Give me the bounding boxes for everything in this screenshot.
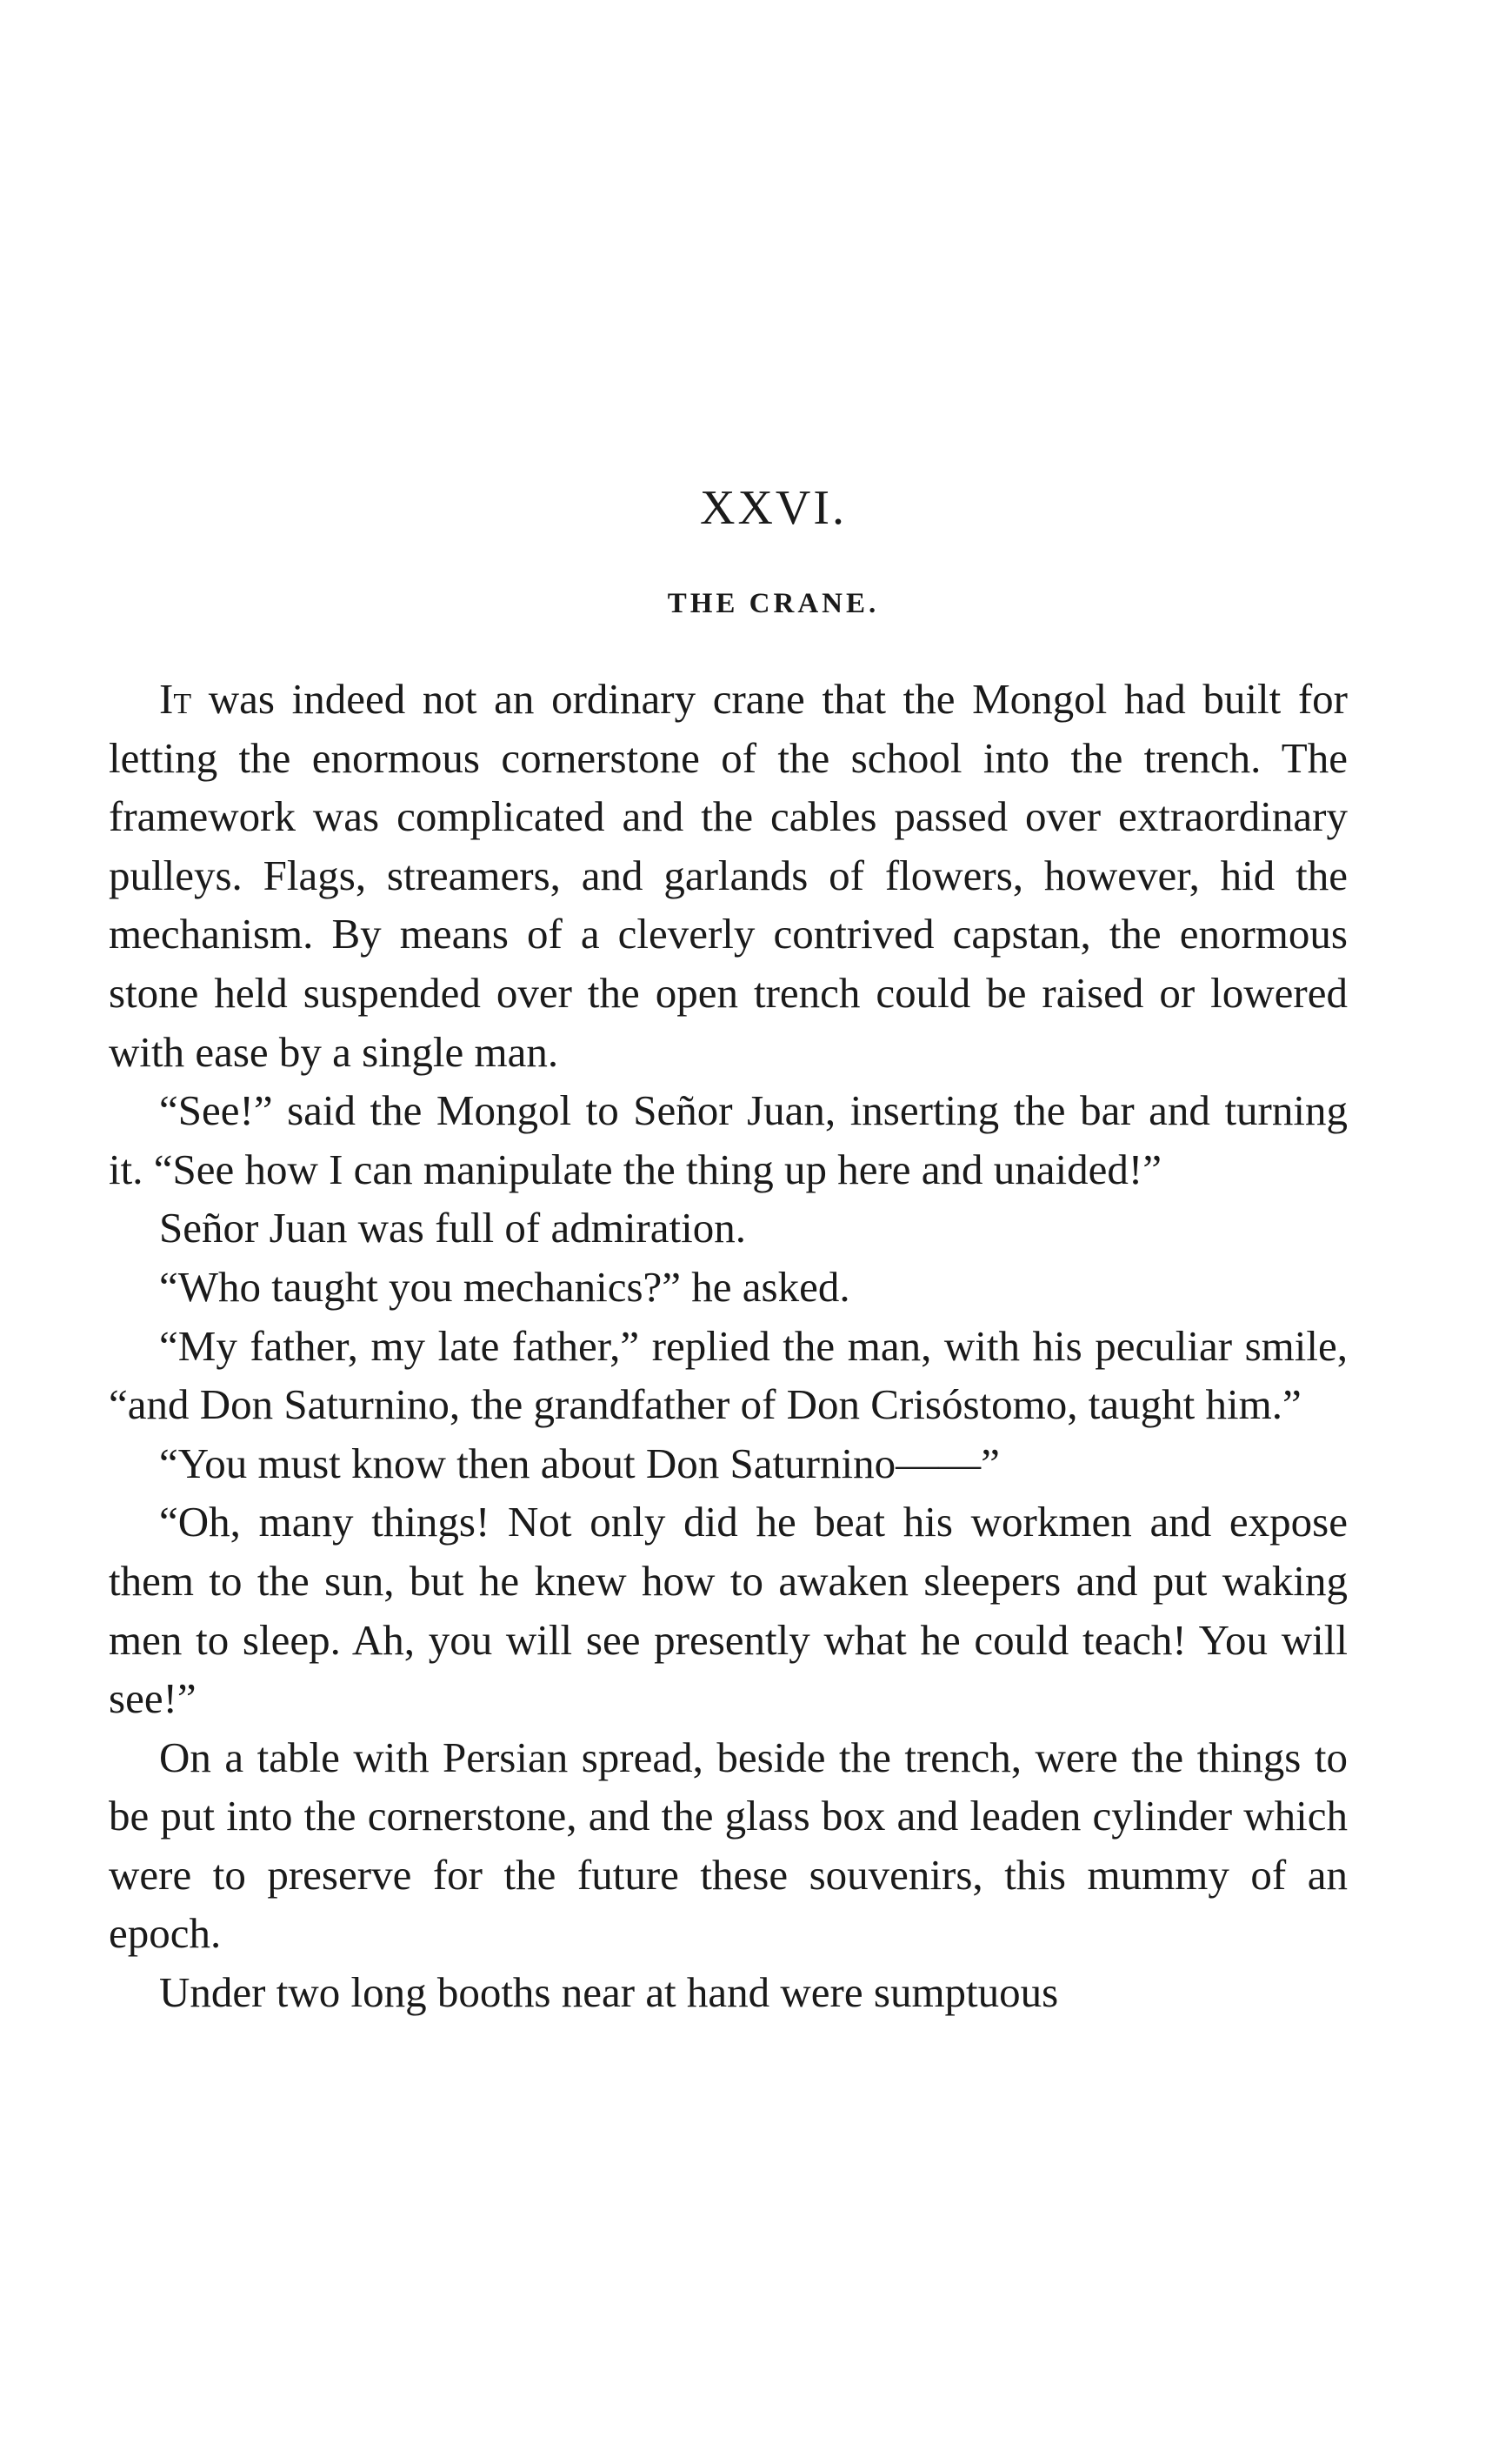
chapter-title: THE CRANE. [667,588,880,619]
paragraph-6: “You must know then about Don Saturnino——” [159,1439,1000,1487]
chapter-number: XXVI. [700,481,847,535]
paragraph-1 [109,670,1348,1081]
paragraph-8: On a table with Persian spread, beside the trench, were the things to be put into the cornerstone, and the glass box and leaden cylinder which were to preserve for the future these souvenirs, this mummy of an epoch. [109,1733,1348,1958]
paragraph-text: was indeed not an ordinary crane that the Mongol had built for letting the enormous cornerstone of the school into the trench. The framework was complicated and the cables passed over extraordinary pulleys. Flags, streamers, and garlands of flowers, however, hid the mechanism. By means of a cleverly contrived capstan, the enormous stone held suspended over the open trench could be raised or lowered with ease by a single man. [109,675,1348,1076]
paragraph-lead-word: It [159,675,192,723]
paragraph-4: “Who taught you mechanics?” he asked. [159,1262,850,1311]
chapter-body [109,670,1348,2022]
paragraph-2: “See!” said the Mongol to Señor Juan, inserting the bar and turning it. “See how I can manipulate the thing up here and unaided!” [109,1086,1348,1193]
paragraph-7: “Oh, many things! Not only did he beat his workmen and expose them to the sun, but he knew how to awaken sleepers and put waking men to sleep. Ah, you will see presently what he could teach! You will see!” [109,1498,1348,1723]
paragraph-3: Señor Juan was full of admiration. [159,1204,746,1252]
paragraph-9: Under two long booths near at hand were sumptuous [159,1968,1059,2017]
paragraph-5: “My father, my late father,” replied the man, with his peculiar smile, “and Don Saturnino, the grandfather of Don Crisóstomo, taught him.” [109,1321,1348,1429]
